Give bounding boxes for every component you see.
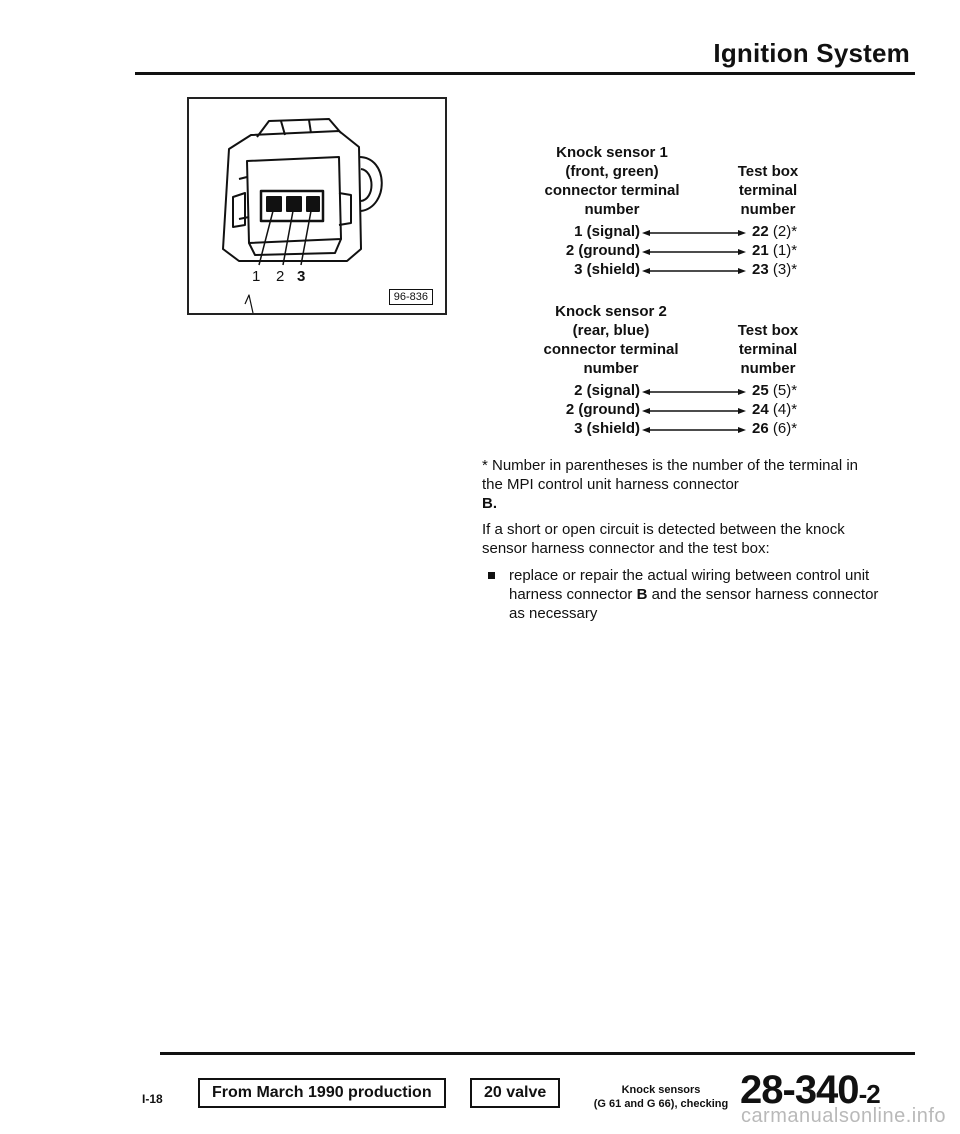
watermark: carmanualsonline.info [740, 1105, 946, 1127]
valve-label: 20 valve [470, 1078, 560, 1108]
bullet-text-post: and the sensor harness connector as necessary [509, 586, 879, 622]
pin-label-2: 2 [276, 268, 285, 285]
sensor1-right-header [718, 162, 818, 219]
footnote-connector-letter: B. [482, 495, 497, 512]
double-arrow-icon [642, 229, 746, 237]
sensor1-position: (front, green) [565, 163, 659, 180]
sensor1-row [520, 242, 820, 260]
production-label: From March 1990 production [198, 1078, 446, 1108]
section-title [586, 1083, 736, 1111]
sensor2-row [520, 382, 820, 400]
bullet-item [488, 566, 880, 623]
sensor2-row [520, 401, 820, 419]
section-title-line1: Knock sensors [621, 1084, 701, 1096]
sensor2-title: Knock sensor 2 [555, 303, 667, 320]
sensor1-testbox-terminal: 22 [752, 223, 769, 240]
double-arrow-icon [642, 267, 746, 275]
sensor2-header-line3: connector terminal [543, 341, 679, 358]
section-code-main: 28-340 [740, 1068, 859, 1112]
sensor2-position: (rear, blue) [572, 322, 650, 339]
sensor1-testbox-line1: Test box [737, 163, 799, 180]
sensor1-header-line3: connector terminal [544, 182, 680, 199]
sensor1-title: Knock sensor 1 [556, 144, 668, 161]
instruction-text: If a short or open circuit is detected between the knock sensor harness connector and the test box: [482, 521, 845, 557]
double-arrow-icon [642, 388, 746, 396]
section-code-suffix: -2 [858, 1079, 880, 1109]
footnote [482, 456, 882, 513]
sensor2-mapping [520, 382, 820, 442]
sensor1-mpi-terminal: (3)* [772, 261, 798, 278]
sensor1-row [520, 261, 820, 279]
sensor2-mpi-terminal: (6)* [772, 420, 798, 437]
sensor2-mpi-terminal: (5)* [772, 382, 798, 399]
sensor1-connector-terminal: 3 (shield) [574, 261, 640, 278]
knock-sensor-connector-illustration [189, 99, 445, 313]
sensor2-right-header [718, 321, 818, 378]
sensor2-testbox-line1: Test box [737, 322, 799, 339]
sensor1-row [520, 223, 820, 241]
double-arrow-icon [642, 248, 746, 256]
page-title: Ignition System [713, 38, 910, 68]
bottom-rule [160, 1052, 915, 1055]
bullet-connector-letter: B [636, 586, 648, 603]
sensor1-testbox-terminal: 23 [752, 261, 769, 278]
sensor1-left-header [532, 143, 692, 219]
pin-label-3: 3 [297, 268, 306, 285]
sensor1-testbox-terminal: 21 [752, 242, 769, 259]
sensor1-mpi-terminal: (2)* [772, 223, 798, 240]
sensor2-header-line4: number [583, 360, 639, 377]
sensor1-testbox-line2: terminal [738, 182, 798, 199]
sensor2-connector-terminal: 2 (ground) [565, 401, 640, 418]
bullet-text-pre: replace or repair the actual wiring between control unit harness connector [509, 567, 870, 603]
sensor1-mpi-terminal: (1)* [772, 242, 798, 259]
sensor2-testbox-terminal: 26 [752, 420, 769, 437]
top-rule [135, 72, 915, 75]
section-title-line2: (G 61 and G 66), checking [593, 1098, 729, 1110]
sensor1-header-line4: number [584, 201, 640, 218]
sensor2-testbox-line3: number [740, 360, 796, 377]
footnote-text: * Number in parentheses is the number of the terminal in the MPI control unit harness connector [482, 457, 859, 493]
connector-figure [187, 97, 447, 315]
double-arrow-icon [642, 407, 746, 415]
sensor2-testbox-terminal: 24 [752, 401, 769, 418]
sensor2-connector-terminal: 2 (signal) [574, 382, 640, 399]
sensor1-testbox-line3: number [740, 201, 796, 218]
double-arrow-icon [642, 426, 746, 434]
bullet-icon [488, 572, 495, 579]
page-number: I-18 [142, 1092, 163, 1106]
pin-label-1: 1 [252, 268, 261, 285]
sensor1-connector-terminal: 2 (ground) [565, 242, 640, 259]
sensor2-row [520, 420, 820, 438]
sensor2-testbox-line2: terminal [738, 341, 798, 358]
sensor2-testbox-terminal: 25 [752, 382, 769, 399]
figure-id-label: 96-836 [389, 289, 433, 305]
sensor2-connector-terminal: 3 (shield) [574, 420, 640, 437]
sensor1-connector-terminal: 1 (signal) [574, 223, 640, 240]
sensor2-mpi-terminal: (4)* [772, 401, 798, 418]
sensor1-mapping [520, 223, 820, 283]
sensor2-left-header [526, 302, 696, 378]
